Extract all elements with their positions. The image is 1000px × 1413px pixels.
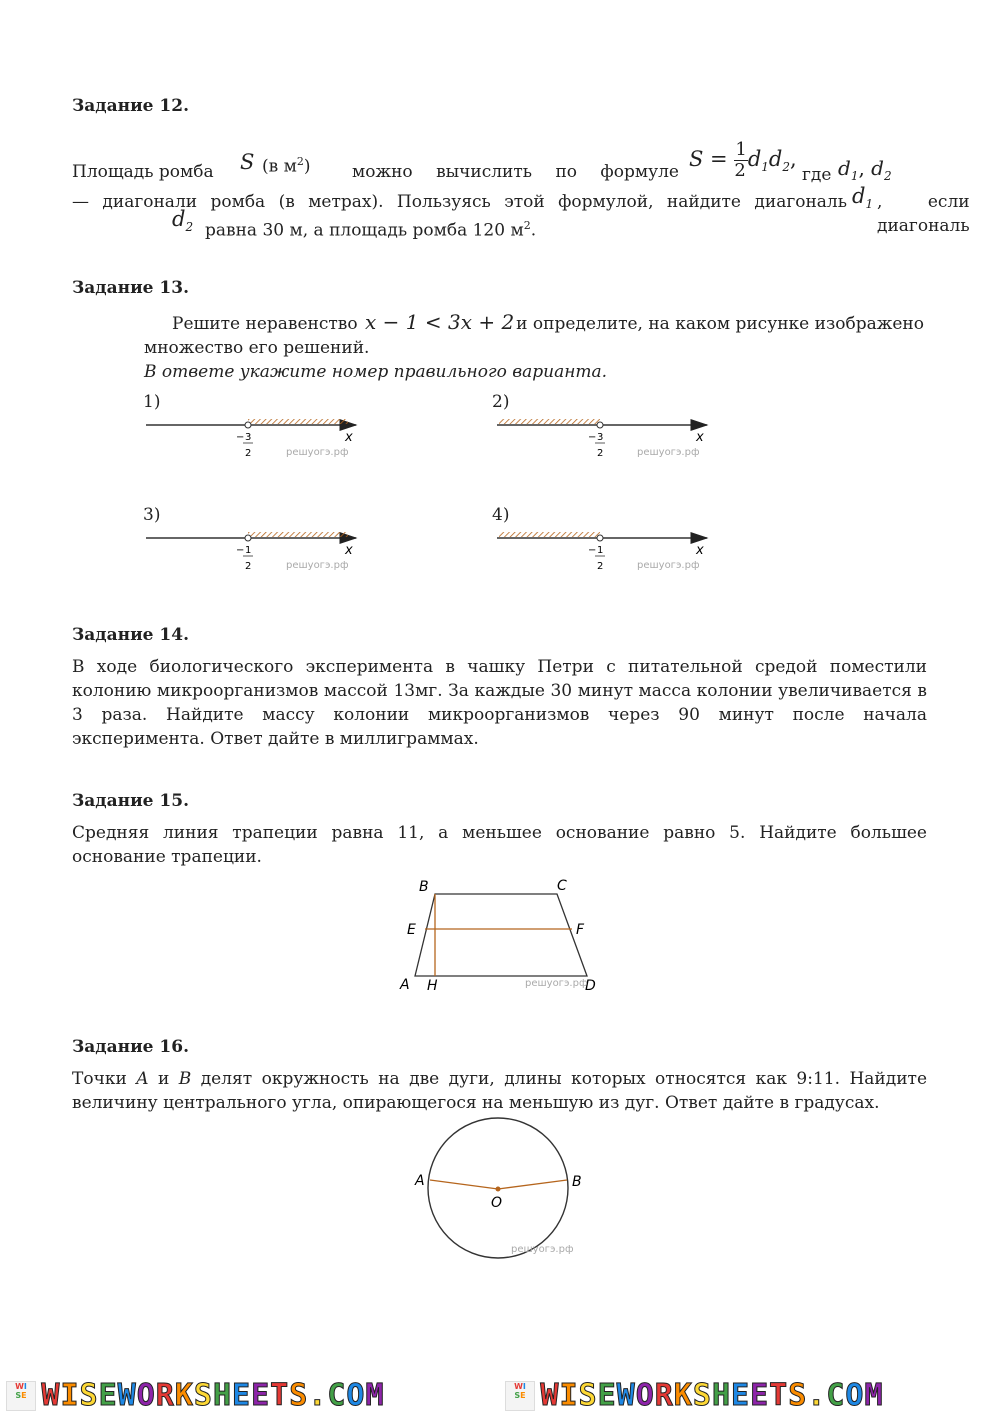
- watermark-2: решуогэ.рф: [637, 447, 700, 458]
- task-12-text-f: равна 30 м, а площадь ромба 120 $м^2$.: [205, 219, 537, 241]
- open-point-3: [245, 535, 251, 541]
- center-point: [496, 1187, 501, 1192]
- variant-4-label: 4): [492, 505, 510, 525]
- label-e: E: [407, 922, 416, 938]
- task-13-note: В ответе укажите номер правильного варианта.: [144, 362, 608, 382]
- d1-symbol: $d_1$: [852, 184, 874, 212]
- d1-d2-symbols: $d_1$, $d_2$: [838, 156, 892, 183]
- shaded-region-1: [248, 419, 348, 424]
- area-symbol: S: [240, 150, 255, 174]
- shaded-region-4: [499, 532, 600, 537]
- number-lines: [0, 0, 1000, 620]
- task-13-intro: Решите неравенство: [172, 314, 358, 334]
- task-12-text-b: можно вычислить по формуле: [352, 162, 679, 182]
- task-16-title: Задание 16.: [72, 1037, 189, 1057]
- task-13-inequality: x − 1 < 3x + 2: [365, 310, 515, 334]
- footer-logo-2[interactable]: [505, 1378, 884, 1413]
- logo-icon: WI SE: [6, 1381, 36, 1411]
- task-12-text-c: где: [802, 165, 832, 185]
- frac-den-3: 2: [245, 561, 252, 572]
- minus-2: −: [588, 432, 597, 443]
- frac-den-1: 2: [245, 448, 252, 459]
- axis-label-2: x: [696, 430, 704, 445]
- task-12-text-e: , если диагональ: [877, 192, 970, 236]
- d2-symbol: $d_2$: [172, 207, 194, 235]
- trapezoid: [415, 894, 587, 976]
- number-line-1: [146, 419, 356, 459]
- radius-ob: [498, 1180, 567, 1189]
- circle-watermark: решуогэ.рф: [511, 1244, 574, 1255]
- watermark-3: решуогэ.рф: [286, 560, 349, 571]
- shaded-region-3: [248, 532, 348, 537]
- label-point-b: B: [572, 1174, 582, 1190]
- minus-4: −: [588, 545, 597, 556]
- minus-3: −: [236, 545, 245, 556]
- axis-label-1: x: [345, 430, 353, 445]
- open-point-4: [597, 535, 603, 541]
- frac-num-3: 1: [245, 545, 252, 556]
- label-b: B: [419, 879, 429, 895]
- task-13-intro-tail: и определите, на каком рисунке изображено множество его решений.: [144, 314, 924, 358]
- variant-1-label: 1): [143, 392, 161, 412]
- task-14-text: В ходе биологического эксперимента в чашку Петри с питательной средой поместили колонию микроорганизмов массой 13мг. За каждые 30 минут масса колонии увеличивается в 3 раза. Найдите массу колонии микроорганизмов через 90 минут после начала эксперимента. Ответ дайте в миллиграммах.: [72, 657, 927, 749]
- label-center-o: O: [491, 1195, 503, 1211]
- footer-text-1: WISEWORKSHEETS.COM: [41, 1378, 385, 1413]
- task-12-text-d: — диагонали ромба (в метрах). Пользуясь этой формулой, найдите диагональ: [72, 192, 847, 212]
- minus-1: −: [236, 432, 245, 443]
- number-line-4: [497, 532, 707, 572]
- frac-den-4: 2: [597, 561, 604, 572]
- trapezoid-watermark: решуогэ.рф: [525, 978, 588, 989]
- trapezoid-figure: [395, 872, 615, 997]
- frac-den-2: 2: [597, 448, 604, 459]
- footer-logo-1[interactable]: [6, 1378, 385, 1413]
- task-15-text: Средняя линия трапеции равна 11, а меньшее основание равно 5. Найдите большее основание трапеции.: [72, 823, 927, 867]
- task-16-text: Точки A и B делят окружность на две дуги, длины которых относятся как 9:11. Найдите величину центрального угла, опирающегося на меньшую из дуг. Ответ дайте в градусах.: [72, 1069, 928, 1113]
- task-14-title: Задание 14.: [72, 625, 189, 645]
- unit-label: (в $м^2$): [262, 155, 311, 177]
- label-h: H: [427, 978, 438, 994]
- label-f: F: [576, 922, 585, 938]
- formula: S = $\frac{1}{2}$ $d_1d_2$,: [689, 139, 797, 181]
- task-12-text-a: Площадь ромба: [72, 162, 214, 182]
- footer-text-2: WISEWORKSHEETS.COM: [540, 1378, 884, 1413]
- variant-3-label: 3): [143, 505, 161, 525]
- open-point-1: [245, 422, 251, 428]
- task-15-title: Задание 15.: [72, 791, 189, 811]
- label-a: A: [400, 977, 410, 993]
- axis-label-3: x: [345, 543, 353, 558]
- number-line-3: [146, 532, 356, 572]
- radius-oa: [430, 1180, 498, 1189]
- label-c: C: [557, 878, 567, 894]
- watermark-1: решуогэ.рф: [286, 447, 349, 458]
- task-13-title: Задание 13.: [72, 278, 189, 298]
- number-line-2: [497, 419, 707, 459]
- frac-num-4: 1: [597, 545, 604, 556]
- frac-num-1: 3: [245, 432, 252, 443]
- axis-label-4: x: [696, 543, 704, 558]
- label-d: D: [585, 978, 596, 994]
- label-point-a: A: [415, 1173, 425, 1189]
- variant-2-label: 2): [492, 392, 510, 412]
- watermark-4: решуогэ.рф: [637, 560, 700, 571]
- frac-num-2: 3: [597, 432, 604, 443]
- circle-figure: [405, 1115, 605, 1265]
- logo-icon: WI SE: [505, 1381, 535, 1411]
- task-12-title: Задание 12.: [72, 96, 189, 116]
- open-point-2: [597, 422, 603, 428]
- shaded-region-2: [499, 419, 600, 424]
